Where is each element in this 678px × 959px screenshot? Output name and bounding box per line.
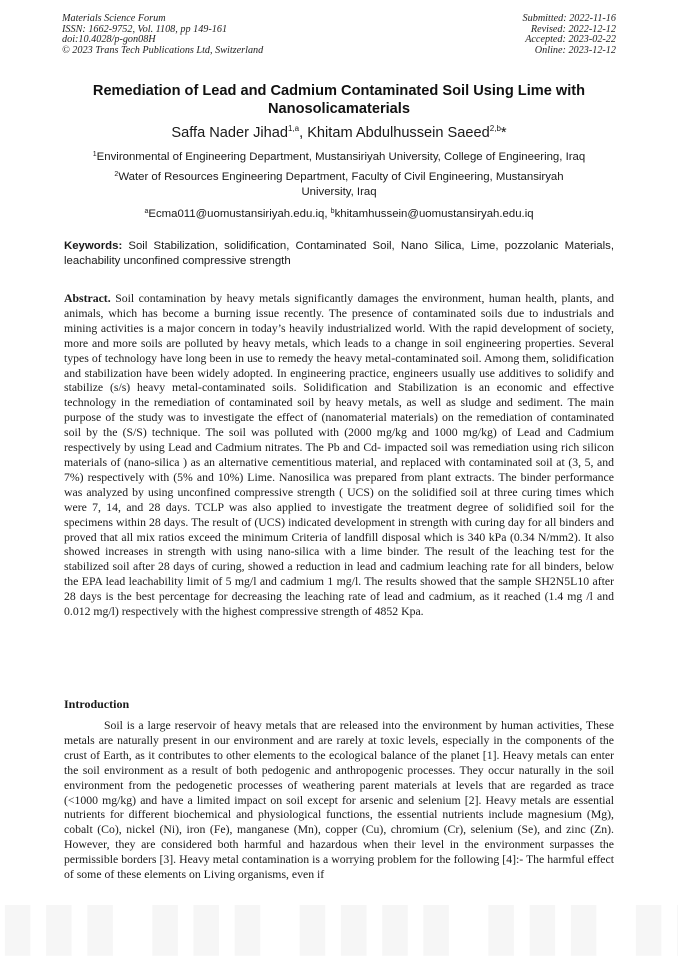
online-date: Online: 2023-12-12 <box>534 44 616 56</box>
affiliation-1 <box>60 150 618 165</box>
affiliation-2-text: Water of Resources Engineering Department, Faculty of Civil Engineering, Mustansiryah University, Iraq <box>118 171 564 198</box>
issn-line: ISSN: 1662-9752, Vol. 1108, pp 149-161 <box>62 23 228 35</box>
affiliation-2 <box>90 170 588 200</box>
revised-date: Revised: 2022-12-12 <box>530 23 616 35</box>
email-b-sup: b <box>330 208 335 215</box>
author-2-name: Khitam Abdulhussein Saeed <box>307 125 490 141</box>
introduction-heading: Introduction <box>64 697 130 711</box>
keywords-block <box>64 239 614 269</box>
journal-info <box>62 14 263 56</box>
copyright-line: © 2023 Trans Tech Publications Ltd, Switzerland <box>62 44 264 56</box>
doi-line[interactable]: doi:10.4028/p-gon08H <box>62 34 156 46</box>
abstract-label: Abstract. <box>64 292 111 305</box>
author-separator: , <box>299 125 308 141</box>
affiliation-1-text: Environmental of Engineering Department, Mustansiriyah University, College of Engineering, Iraq <box>96 151 586 163</box>
accepted-date: Accepted: 2023-02-22 <box>525 34 616 46</box>
author-2-sup: 2,b <box>489 124 501 133</box>
page-watermark <box>0 890 678 959</box>
email-b-link[interactable]: khitamhussein@uomustansiryah.edu.iq <box>334 208 534 220</box>
author-1-name: Saffa Nader Jihad <box>171 125 288 141</box>
author-line <box>40 124 638 142</box>
publication-dates <box>523 14 616 56</box>
abstract-block <box>64 292 614 620</box>
paper-title: Remediation of Lead and Cadmium Contaminated Soil Using Lime with Nanosolicamaterials <box>92 83 586 117</box>
keywords-label: Keywords: <box>64 240 123 252</box>
keywords-text: Soil Stabilization, solidification, Contaminated Soil, Nano Silica, Lime, pozzolanic Materials, leachability unconfined compressive strength <box>64 240 614 267</box>
corresponding-mark: * <box>500 125 507 141</box>
submitted-date: Submitted: 2022-11-16 <box>522 13 616 24</box>
email-line <box>60 207 618 222</box>
affiliation-1-sup: 1 <box>92 151 97 158</box>
email-separator: , <box>324 208 331 220</box>
email-a-link[interactable]: Ecma011@uomustansiriyah.edu.iq <box>148 208 325 220</box>
abstract-text: Soil contamination by heavy metals significantly damages the environment, human health, plants, and animals, which has become a burning issue recently. The presence of contaminated soils due to industrials and mining activities is a major concern in today’s heavily industrialized world. With the rapid development of society, more and more soils are polluted by heavy metals, which leads to a change in soil engineering properties. Several types of technology have long been in use to remedy the heavy metal-contaminated soil. Among them, solidification and stabilization have been widely adopted. In engineering practice, engineers usually use additives to solidify and stabilize (s/s) heavy metal-contaminated soils. Solidification and Stabilization is an economic and effective technology in the remediation of contaminated soil by heavy metals, as well as sludge and sediment. The main purpose of the study was to investigate the effect of (nanomaterial materials) on the remediation of contaminated soil by the (S/S) technique. The soil was polluted with (2000 mg/kg and 1000 mg/kg) of Lead and Cadmium respectively by using Lead and Cadmium nitrates. The Pb and Cd- impacted soil was remediation using rich silicon materials of (nano-silica ) as an alternative cementitious material, and replaced with contaminated soil at (3, 5, and 7%) respectively with (5% and 10%) Lime. Nanosilica was prepared from plant extracts. The binder performance was analyzed by using unconfined compressive strength ( UCS) on the solidified soil at three curing times which were 7, 14, and 28 days. TCLP was also applied to investigate the treatment degree of solidified soil for the specimens within 28 days. The result of (UCS) indicated development in strength with curing day for all binders and proved that all mix ratios exceed the minimum Criteria of landfill disposal which is 340 kPa (0.34 N/mm2). It also showed increases in strength with using nano-silica with a lime binder. The result of the leaching test for the stabilized soil after 28 days of curing, showed a reduction in lead and cadmium leaching rate for all binders, below the EPA lead leachability limit of 5 mg/l and cadmium 1 mg/l. The results showed that the sample SH2N5L10 after 28 days is the best percentage for decreasing the leaching rate of lead and cadmium, as it reached (1.4 mg /l and 0.012 mg/l) respectively with the highest compressive strength of 4852 Kpa. <box>64 292 615 619</box>
journal-name: Materials Science Forum <box>62 13 166 24</box>
author-1-sup: 1,a <box>287 124 300 133</box>
affiliation-2-sup: 2 <box>114 171 119 178</box>
email-a-sup: a <box>144 208 149 215</box>
introduction-text: Soil is a large reservoir of heavy metals that are released into the environment by human activities, These metals are naturally present in our environment and are rarely at toxic levels, especially in the components of the crust of Earth, as it contributes to other elements to the ecological balance of the planet [1]. Heavy metals can enter the soil environment as a result of both pedogenic and anthropogenic processes. They occur naturally in the soil environment from the pedogenetic processes of weathering parent materials at levels that are regarded as trace (<1000 mg/kg) and have a limited impact on soil except for arsenic and selenium [2]. Heavy metals are essential nutrients for different biochemical and physiological functions, the essential nutrients include magnesium (Mg), cobalt (Co), nickel (Ni), iron (Fe), manganese (Mn), copper (Cu), chromium (Cr), selenium (Se), and zinc (Zn). However, they are considered both harmful and hazardous when their level in the environment surpasses the permissible borders [3]. Heavy metal contamination is a worrying problem for the following [4]:- The harmful effect of some of these elements on Living organisms, even if <box>64 719 614 882</box>
